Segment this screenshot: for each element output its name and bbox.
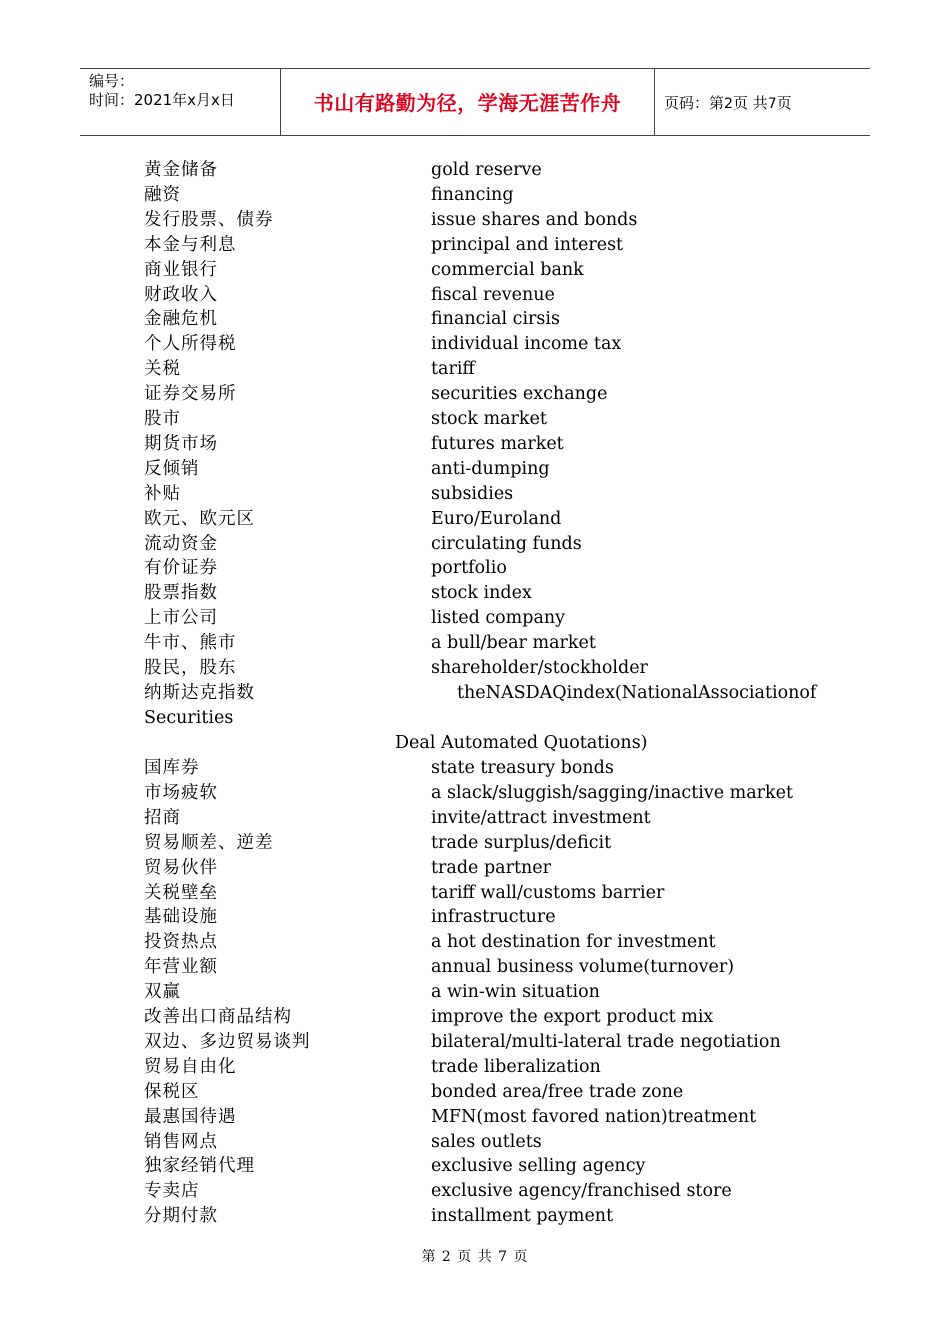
header-meta-cell <box>80 69 281 135</box>
glossary-term-en: exclusive agency/franchised store <box>431 1181 732 1202</box>
glossary-term-zh: 有价证券 <box>144 558 218 579</box>
nasdaq-word: of <box>799 683 817 703</box>
glossary-term-en: Euro/Euroland <box>431 508 562 529</box>
glossary-term-en: trade partner <box>431 857 551 878</box>
glossary-term-zh: 国库券 <box>144 758 200 778</box>
glossary-term-en: state treasury bonds <box>431 758 614 778</box>
glossary-term-zh: 双赢 <box>144 982 181 1003</box>
glossary-term-en: installment payment <box>431 1206 614 1227</box>
glossary-term-zh: 贸易自由化 <box>144 1056 237 1077</box>
glossary-term-zh: 商业银行 <box>144 259 218 280</box>
glossary-term-zh: 保税区 <box>144 1081 200 1102</box>
glossary-term-en: bilateral/multi-lateral trade negotiation <box>431 1031 781 1052</box>
glossary-term-zh: 改善出口商品结构 <box>144 1007 292 1027</box>
header-motto-cell <box>281 69 655 135</box>
glossary-term-zh: 证券交易所 <box>144 384 237 405</box>
glossary-term-zh: 本金与利息 <box>144 234 237 255</box>
nasdaq-en-line2: Securities <box>144 708 234 728</box>
glossary-term-zh: 销售网点 <box>144 1131 218 1152</box>
nasdaq-word: index(National <box>566 683 698 703</box>
page-current: 2 <box>724 96 733 112</box>
glossary-term-en: exclusive selling agency <box>431 1156 646 1177</box>
glossary-term-zh: 关税壁垒 <box>144 882 218 903</box>
glossary-term-en: infrastructure <box>431 907 556 928</box>
glossary-term-en: securities exchange <box>431 384 608 405</box>
header-page-cell <box>655 69 870 135</box>
glossary-term-en: bonded area/free trade zone <box>431 1081 684 1102</box>
glossary-term-en: fiscal revenue <box>431 284 555 305</box>
nasdaq-word: Association <box>697 683 800 703</box>
glossary-term-zh: 财政收入 <box>144 284 218 305</box>
glossary-term-en: stock index <box>431 583 532 604</box>
glossary-term-en: annual business volume(turnover) <box>431 957 735 978</box>
glossary-term-zh: 基础设施 <box>144 907 218 928</box>
glossary-term-en: MFN(most favored nation)treatment <box>431 1106 757 1127</box>
glossary-term-zh: 市场疲软 <box>144 782 218 803</box>
glossary-term-zh: 股市 <box>144 409 181 429</box>
glossary-term-zh: 贸易伙伴 <box>144 857 218 878</box>
glossary-term-en: financial cirsis <box>431 309 560 330</box>
glossary-term-en: trade surplus/deficit <box>431 832 612 853</box>
glossary-term-zh: 期货市场 <box>144 433 218 454</box>
nasdaq-en-line3: Deal Automated Quotations) <box>395 733 648 753</box>
glossary-term-zh: 补贴 <box>144 483 181 504</box>
glossary-term-en: financing <box>431 184 514 205</box>
glossary-term-en: sales outlets <box>431 1131 542 1152</box>
glossary-term-en: stock market <box>431 409 547 429</box>
motto-text: 书山有路勤为径，学海无涯苦作舟 <box>313 91 622 115</box>
glossary-term-zh: 股票指数 <box>144 583 218 604</box>
glossary-term-zh: 黄金储备 <box>144 160 218 180</box>
glossary-term-en: anti-dumping <box>431 458 550 479</box>
glossary-term-en: a slack/sluggish/sagging/inactive market <box>431 782 794 803</box>
glossary-term-zh: 融资 <box>144 184 181 205</box>
glossary-term-en: principal and interest <box>431 234 624 255</box>
glossary-term-en: a bull/bear market <box>431 633 596 654</box>
glossary-term-en: listed company <box>431 608 566 629</box>
glossary-term-en: a win-win situation <box>431 982 600 1003</box>
glossary-term-en: futures market <box>431 433 564 454</box>
glossary-term-zh: 关税 <box>144 359 181 380</box>
page-prefix: 页码：第 <box>664 94 725 112</box>
page-footer: 第 2 页 共 7 页 <box>421 1249 529 1265</box>
glossary-term-zh: 独家经销代理 <box>144 1156 255 1177</box>
glossary-term-zh: 招商 <box>144 807 181 828</box>
glossary-term-en: tariff <box>431 359 475 380</box>
glossary-term-en: trade liberalization <box>431 1056 601 1077</box>
glossary-term-zh: 年营业额 <box>144 957 218 978</box>
page-mid: 页 共 <box>732 94 768 112</box>
glossary-term-zh: 双边、多边贸易谈判 <box>144 1031 311 1052</box>
glossary-term-en: individual income tax <box>431 334 622 355</box>
glossary-term-en: invite/attract investment <box>431 807 651 828</box>
glossary-term-zh: 上市公司 <box>144 608 218 629</box>
page-suffix: 页 <box>776 94 792 112</box>
glossary-term-zh: 股民，股东 <box>144 658 237 678</box>
glossary-term-zh: 投资热点 <box>144 932 218 953</box>
glossary-term-en: circulating funds <box>431 533 582 554</box>
glossary-term-zh: 发行股票、债券 <box>144 209 274 230</box>
glossary-term-en: tariff wall/customs barrier <box>431 882 665 903</box>
date-label: 时间：2021年x月x日 <box>89 91 235 109</box>
glossary-term-en: issue shares and bonds <box>431 209 638 230</box>
glossary-term-zh: 欧元、欧元区 <box>144 508 255 529</box>
serial-label: 编号： <box>89 72 135 90</box>
glossary-term-en: shareholder/stockholder <box>431 658 648 678</box>
nasdaq-word: NASDAQ <box>485 683 567 703</box>
glossary-term-zh: 分期付款 <box>144 1206 218 1227</box>
page-total: 7 <box>767 96 777 112</box>
glossary-term-en: portfolio <box>431 558 507 579</box>
glossary-term-zh: 最惠国待遇 <box>144 1106 237 1127</box>
glossary-term-zh: 贸易顺差、逆差 <box>144 832 274 853</box>
glossary-term-en: improve the export product mix <box>431 1007 714 1027</box>
glossary-term-en: a hot destination for investment <box>431 932 716 953</box>
glossary-term-zh: 反倾销 <box>144 458 200 479</box>
nasdaq-en-line1 <box>457 681 817 706</box>
glossary-term-zh: 纳斯达克指数 <box>144 683 255 703</box>
glossary-term-zh: 流动资金 <box>144 533 218 554</box>
glossary-term-zh: 牛市、熊市 <box>144 633 237 654</box>
nasdaq-word: the <box>457 683 486 703</box>
glossary-term-zh: 个人所得税 <box>144 334 237 355</box>
glossary-term-zh: 金融危机 <box>144 309 218 330</box>
glossary-term-zh: 专卖店 <box>144 1181 200 1202</box>
glossary-term-en: commercial bank <box>431 259 584 280</box>
glossary-term-en: gold reserve <box>431 160 542 180</box>
page-header <box>80 68 870 136</box>
glossary-term-en: subsidies <box>431 483 514 504</box>
